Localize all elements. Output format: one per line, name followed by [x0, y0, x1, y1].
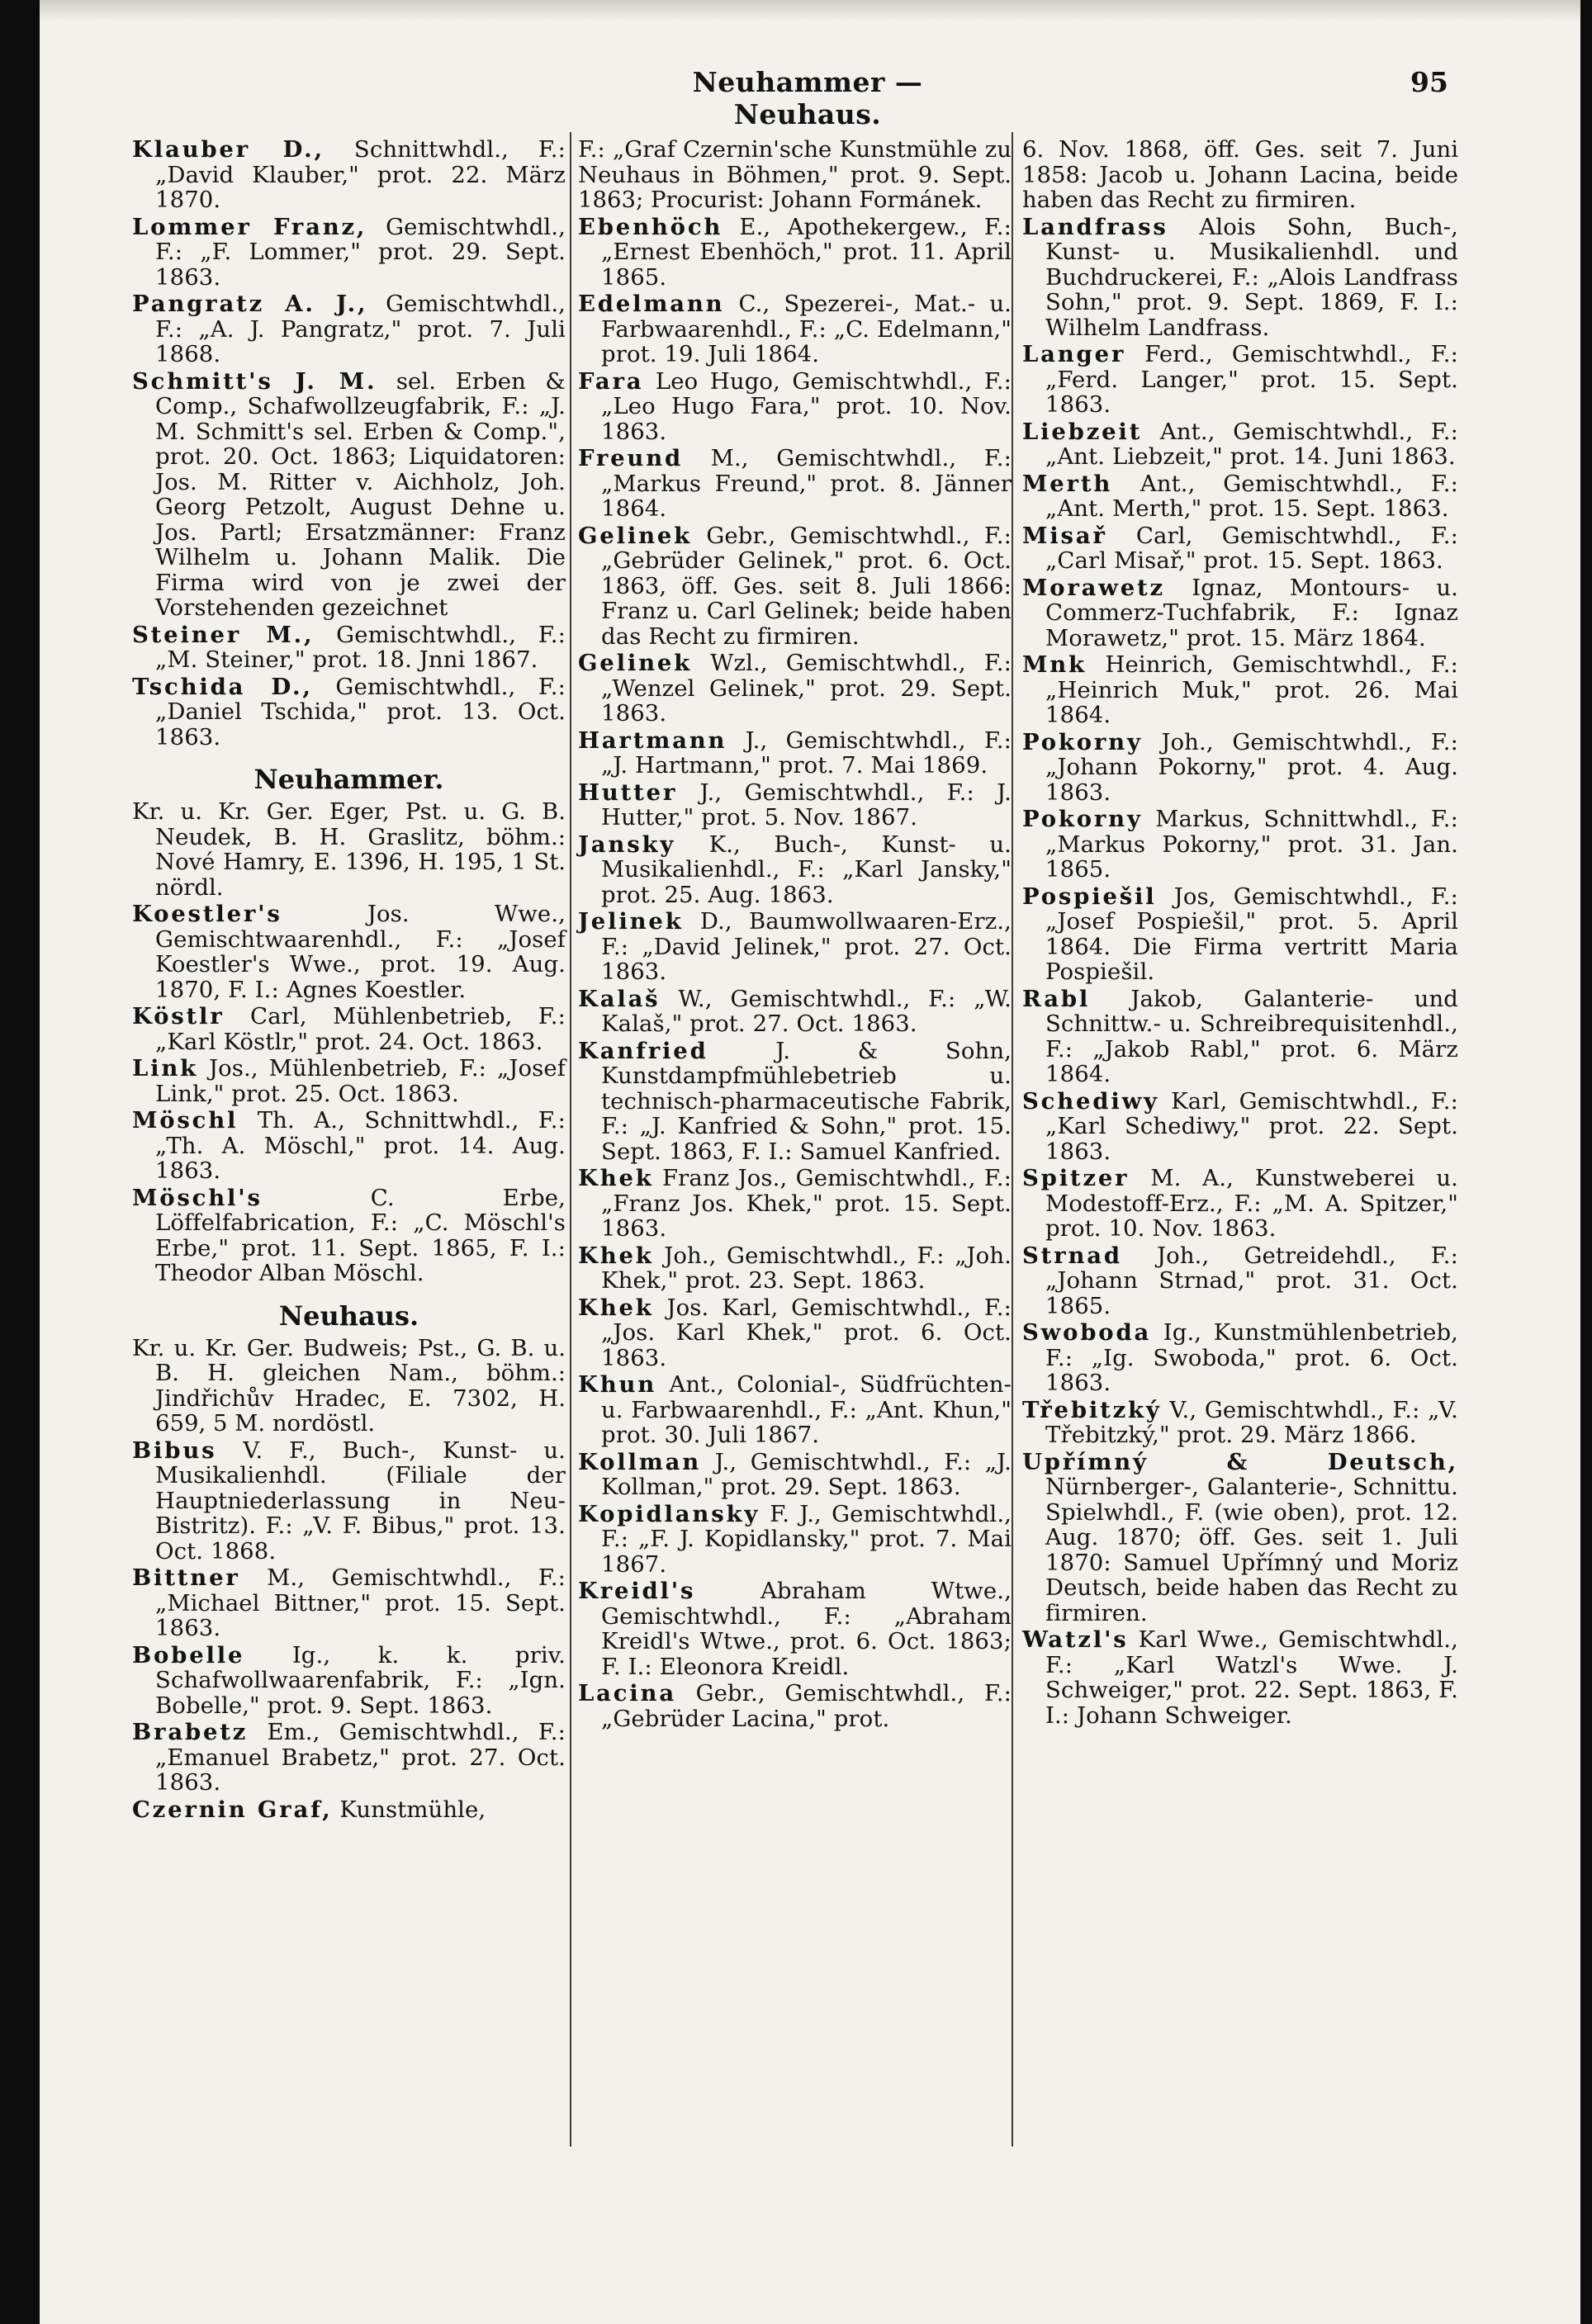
- directory-entry: [578, 1681, 1012, 1731]
- directory-entry: [578, 369, 1012, 445]
- entry-name: Lommer Franz,: [132, 213, 367, 240]
- entry-name: Gelinek: [578, 522, 693, 549]
- entry-details: D., Baumwollwaaren-Erz., F.: „David Jelinek," prot. 27. Oct. 1863.: [601, 908, 1012, 985]
- entry-name: Spitzer: [1022, 1165, 1130, 1191]
- entry-name: Freund: [578, 445, 684, 471]
- entry-name: Tschida D.,: [132, 673, 313, 700]
- entry-details: Ant., Colonial-, Südfrüchten- u. Farbwaarenhdl., F.: „Ant. Khun," prot. 30. Juli 1867.: [601, 1371, 1012, 1448]
- entry-details: Ig., k. k. priv. Schafwollwaarenfabrik, F.: „Ign. Bobelle," prot. 9. Sept. 1863.: [155, 1641, 566, 1719]
- entry-details: Karl, Gemischtwhdl., F.: „Karl Schediwy," prot. 22. Sept. 1863.: [1045, 1087, 1458, 1165]
- entry-name: Pospiešil: [1022, 883, 1157, 910]
- entry-name: Bittner: [132, 1564, 240, 1591]
- directory-entry: [132, 1056, 566, 1106]
- entry-name: Möschl: [132, 1107, 239, 1134]
- directory-entry: [1022, 884, 1458, 985]
- entry-details: J., Gemischtwhdl., F.: J. Hutter," prot. 5. Nov. 1867.: [601, 779, 1012, 831]
- entry-name: Edelmann: [578, 291, 725, 317]
- entry-details: W., Gemischtwhdl., F.: „W. Kalaš," prot. 27. Oct. 1863.: [601, 985, 1012, 1037]
- entry-details: Heinrich, Gemischtwhdl., F.: „Heinrich Muk," prot. 26. Mai 1864.: [1045, 651, 1458, 728]
- directory-entry: [1022, 1089, 1458, 1165]
- entry-name: Pokorny: [1022, 728, 1143, 755]
- running-title: Neuhammer — Neuhaus.: [692, 66, 923, 130]
- entry-details: Joh., Getreidehdl., F.: „Johann Strnad," prot. 31. Oct. 1865.: [1045, 1242, 1458, 1319]
- entry-details: Jos, Gemischtwhdl., F.: „Josef Pospiešil," prot. 5. April 1864. Die Firma vertritt Maria Pospiešil.: [1045, 883, 1458, 985]
- entry-details: Em., Gemischtwhdl., F.: „Emanuel Brabetz," prot. 27. Oct. 1863.: [155, 1719, 566, 1796]
- directory-entry: [1022, 807, 1458, 883]
- directory-entry: [132, 291, 566, 367]
- entry-details: Gemischtwhdl., F.: „M. Steiner," prot. 18. Jnni 1867.: [155, 621, 566, 673]
- entry-details: Ferd., Gemischtwhdl., F.: „Ferd. Langer," prot. 15. Sept. 1863.: [1045, 341, 1458, 418]
- directory-entry: [1022, 419, 1458, 470]
- entry-name: Landfrass: [1022, 213, 1168, 240]
- entry-name: Khek: [578, 1242, 654, 1269]
- column-rule: [1012, 132, 1013, 2147]
- entry-details: Joh., Gemischtwhdl., F.: „Joh. Khek," prot. 23. Sept. 1863.: [601, 1242, 1012, 1294]
- directory-entry: [132, 1797, 566, 1823]
- entry-name: Pangratz A. J.,: [132, 291, 368, 317]
- entry-name: Morawetz: [1022, 574, 1165, 601]
- entry-name: Strnad: [1022, 1242, 1122, 1269]
- entry-name: Fara: [578, 367, 644, 395]
- directory-entry: [1022, 1320, 1458, 1396]
- directory-entry: [1022, 652, 1458, 728]
- place-description: Kr. u. Kr. Ger. Budweis; Pst., G. B. u. B. H. gleichen Nam., böhm.: Jindřichův Hradec, E. 7302, H. 659, 5 M. nordöstl.: [132, 1334, 566, 1437]
- entry-details: Gemischtwhdl., F.: „Daniel Tschida," prot. 13. Oct. 1863.: [155, 673, 566, 750]
- directory-entry: [132, 1186, 566, 1286]
- entry-details: Nürnberger-, Galanterie-, Schnittu. Spielwhdl., F. (wie oben), prot. 12. Aug. 1870; öff. Ges. seit 1. Juli 1870: Samuel Upřímný und Moriz Deutsch, beide haben das Recht zu firmiren.: [1045, 1474, 1458, 1626]
- text-column-1: [132, 137, 566, 1824]
- directory-entry: [132, 369, 566, 621]
- directory-entry: [1022, 730, 1458, 806]
- continued-entry: F.: „Graf Czernin'sche Kunstmühle zu Neuhaus in Böhmen," prot. 9. Sept. 1863; Procurist: Johann Formánek.: [578, 136, 1012, 213]
- directory-entry: [132, 1004, 566, 1054]
- entry-details: Gemischtwhdl., F.: „A. J. Pangratz," prot. 7. Juli 1868.: [155, 291, 566, 367]
- directory-entry: [578, 215, 1012, 291]
- column-rule: [570, 132, 571, 2147]
- entry-details: M., Gemischtwhdl., F.: „Markus Freund," prot. 8. Jänner 1864.: [601, 445, 1012, 522]
- entry-details: Gemischtwhdl., F.: „F. Lommer," prot. 29. Sept. 1863.: [155, 213, 566, 291]
- directory-entry: [1022, 575, 1458, 651]
- entry-name: Klauber D.,: [132, 136, 325, 163]
- entry-details: Th. A., Schnittwhdl., F.: „Th. A. Möschl," prot. 14. Aug. 1863.: [155, 1107, 566, 1184]
- entry-name: Schmitt's J. M.: [132, 367, 377, 395]
- entry-details: E., Apothekergew., F.: „Ernest Ebenhöch," prot. 11. April 1865.: [601, 213, 1012, 291]
- entry-name: Ebenhöch: [578, 213, 723, 240]
- entry-details: Gebr., Gemischtwhdl., F.: „Gebrüder Lacina," prot.: [601, 1680, 1012, 1732]
- directory-entry: [578, 1579, 1012, 1679]
- directory-entry: [578, 1039, 1012, 1165]
- directory-entry: [578, 832, 1012, 908]
- entry-details: C., Spezerei-, Mat.- u. Farbwaarenhdl., F.: „C. Edelmann," prot. 19. Juli 1864.: [601, 291, 1012, 367]
- entry-details: Ant., Gemischtwhdl., F.: „Ant. Merth," prot. 15. Sept. 1863.: [1045, 470, 1458, 522]
- directory-entry: [132, 1108, 566, 1184]
- entry-name: Upřímný & Deutsch,: [1022, 1448, 1458, 1475]
- directory-entry: [132, 137, 566, 213]
- entry-details: Jos., Mühlenbetrieb, F.: „Josef Link," prot. 25. Oct. 1863.: [155, 1055, 566, 1107]
- directory-entry: [578, 1295, 1012, 1371]
- directory-entry: [578, 1243, 1012, 1294]
- entry-name: Kanfried: [578, 1037, 708, 1064]
- entry-details: Jos. Wwe., Gemischtwaarenhdl., F.: „Josef Koestler's Wwe., prot. 19. Aug. 1870, F. I.: Agnes Koestler.: [155, 901, 566, 1003]
- entry-details: J., Gemischtwhdl., F.: „J. Hartmann," prot. 7. Mai 1869.: [601, 727, 1012, 779]
- entry-details: Abraham Wtwe., Gemischtwhdl., F.: „Abraham Kreidl's Wtwe., prot. 6. Oct. 1863; F. I.: Eleonora Kreidl.: [601, 1578, 1012, 1680]
- directory-entry: [1022, 1450, 1458, 1626]
- entry-name: Hutter: [578, 779, 678, 806]
- entry-name: Misař: [1022, 522, 1107, 549]
- entry-details: Schnittwhdl., F.: „David Klauber," prot. 22. März 1870.: [155, 136, 566, 213]
- directory-entry: [132, 674, 566, 750]
- entry-details: M. A., Kunstweberei u. Modestoff-Erz., F.: „M. A. Spitzer," prot. 10. Nov. 1863.: [1045, 1165, 1458, 1242]
- directory-entry: [1022, 987, 1458, 1087]
- entry-name: Kollman: [578, 1448, 702, 1475]
- entry-details: Carl, Mühlenbetrieb, F.: „Karl Köstlr," prot. 24. Oct. 1863.: [155, 1003, 566, 1055]
- entry-details: Carl, Gemischtwhdl., F.: „Carl Misař," prot. 15. Sept. 1863.: [1045, 522, 1458, 574]
- directory-entry: [1022, 1243, 1458, 1319]
- entry-name: Kalaš: [578, 985, 661, 1012]
- directory-entry: [578, 1502, 1012, 1578]
- entry-name: Pokorny: [1022, 806, 1143, 832]
- text-column-2: [578, 137, 1012, 1733]
- entry-name: Třebitzký: [1022, 1396, 1162, 1423]
- entry-name: Bibus: [132, 1437, 217, 1464]
- book-page: [40, 0, 1580, 2324]
- directory-entry: [1022, 342, 1458, 418]
- entry-name: Köstlr: [132, 1003, 225, 1029]
- entry-name: Merth: [1022, 470, 1113, 497]
- directory-entry: [578, 446, 1012, 522]
- entry-name: Link: [132, 1055, 199, 1082]
- directory-entry: [132, 1643, 566, 1719]
- entry-details: M., Gemischtwhdl., F.: „Michael Bittner," prot. 15. Sept. 1863.: [155, 1564, 566, 1641]
- directory-entry: [1022, 1627, 1458, 1728]
- directory-entry: [578, 780, 1012, 831]
- directory-entry: [1022, 1398, 1458, 1448]
- directory-entry: [578, 651, 1012, 727]
- directory-entry: [132, 902, 566, 1002]
- place-description: Kr. u. Kr. Ger. Eger, Pst. u. G. B. Neudek, B. H. Graslitz, böhm.: Nové Hamry, E. 1396, H. 195, 1 St. nördl.: [132, 798, 566, 901]
- directory-entry: [1022, 471, 1458, 522]
- entry-name: Langer: [1022, 341, 1126, 367]
- entry-name: Bobelle: [132, 1641, 245, 1668]
- entry-name: Liebzeit: [1022, 418, 1143, 445]
- directory-entry: [132, 215, 566, 291]
- directory-entry: [578, 1450, 1012, 1500]
- entry-name: Hartmann: [578, 727, 727, 754]
- directory-entry: [1022, 1166, 1458, 1242]
- entry-name: Lacina: [578, 1680, 676, 1706]
- entry-details: K., Buch-, Kunst- u. Musikalienhdl., F.: „Karl Jansky," prot. 25. Aug. 1863.: [601, 831, 1012, 908]
- directory-entry: [578, 1372, 1012, 1448]
- entry-name: Jelinek: [578, 908, 684, 935]
- entry-name: Watzl's: [1022, 1626, 1129, 1653]
- entry-details: Jos. Karl, Gemischtwhdl., F.: „Jos. Karl Khek," prot. 6. Oct. 1863.: [601, 1294, 1012, 1371]
- entry-details: Ant., Gemischtwhdl., F.: „Ant. Liebzeit," prot. 14. Juni 1863.: [1045, 418, 1458, 470]
- directory-entry: [578, 728, 1012, 779]
- entry-details: Leo Hugo, Gemischtwhdl., F.: „Leo Hugo Fara," prot. 10. Nov. 1863.: [601, 367, 1012, 445]
- entry-details: F. J., Gemischtwhdl., F.: „F. J. Kopidlansky," prot. 7. Mai 1867.: [601, 1500, 1012, 1578]
- entry-details: Joh., Gemischtwhdl., F.: „Johann Pokorny," prot. 4. Aug. 1863.: [1045, 728, 1458, 806]
- entry-name: Gelinek: [578, 650, 693, 676]
- text-column-3: [1022, 137, 1458, 1730]
- entry-details: sel. Erben & Comp., Schafwollzeugfabrik, F.: „J. M. Schmitt's sel. Erben & Comp.", prot. 20. Oct. 1863; Liquidatoren: Jos. M. Ritter v. Aichholz, Joh. Georg Petzolt, August Dehne u. Jos. Partl; Ersatzmänner: Franz Wilhelm u. Johann Malik. Die Firma wird von je zwei der Vorstehenden gezeichnet: [155, 367, 566, 621]
- directory-entry: [578, 1166, 1012, 1242]
- entry-details: Franz Jos., Gemischtwhdl., F.: „Franz Jos. Khek," prot. 15. Sept. 1863.: [601, 1165, 1012, 1242]
- entry-details: Jakob, Galanterie- und Schnittw.- u. Schreibrequisitenhdl., F.: „Jakob Rabl," prot. 6. März 1864.: [1045, 985, 1458, 1087]
- entry-details: Karl Wwe., Gemischtwhdl., F.: „Karl Watzl's Wwe. J. Schweiger," prot. 22. Sept. 1863, F. I.: Johann Schweiger.: [1045, 1626, 1458, 1729]
- entry-details: Wzl., Gemischtwhdl., F.: „Wenzel Gelinek," prot. 29. Sept. 1863.: [601, 650, 1012, 727]
- directory-entry: [132, 1438, 566, 1564]
- directory-entry: [578, 909, 1012, 985]
- page-header: [40, 66, 1580, 130]
- entry-name: Khek: [578, 1294, 654, 1321]
- entry-name: Steiner M.,: [132, 621, 315, 648]
- entry-details: Markus, Schnittwhdl., F.: „Markus Pokorny," prot. 31. Jan. 1865.: [1045, 806, 1458, 883]
- directory-entry: [132, 1720, 566, 1796]
- section-heading: Neuhaus.: [278, 1299, 419, 1332]
- page-number: 95: [1410, 66, 1448, 98]
- entry-details: Kunstmühle,: [332, 1796, 486, 1823]
- entry-details: V., Gemischtwhdl., F.: „V. Třebitzký," prot. 29. März 1866.: [1045, 1396, 1458, 1448]
- entry-name: Brabetz: [132, 1719, 249, 1745]
- entry-name: Mnk: [1022, 651, 1087, 678]
- entry-name: Khun: [578, 1371, 657, 1398]
- entry-name: Koestler's: [132, 901, 282, 927]
- entry-details: Ignaz, Montours- u. Commerz-Tuchfabrik, F.: Ignaz Morawetz," prot. 15. März 1864.: [1045, 574, 1458, 651]
- directory-entry: [132, 622, 566, 673]
- entry-details: V. F., Buch-, Kunst- u. Musikalienhdl. (Filiale der Hauptniederlassung in Neu-Bistritz). F.: „V. F. Bibus," prot. 13. Oct. 1868.: [155, 1437, 566, 1564]
- entry-name: Jansky: [578, 831, 676, 858]
- directory-entry: [578, 523, 1012, 650]
- entry-details: Gebr., Gemischtwhdl., F.: „Gebrüder Gelinek," prot. 6. Oct. 1863, öff. Ges. seit 8. Juli 1866: Franz u. Carl Gelinek; beide haben das Recht zu firmiren.: [601, 522, 1012, 650]
- entry-details: Ig., Kunstmühlenbetrieb, F.: „Ig. Swoboda," prot. 6. Oct. 1863.: [1045, 1319, 1458, 1396]
- directory-entry: [578, 987, 1012, 1037]
- directory-entry: [1022, 523, 1458, 574]
- directory-entry: [1022, 215, 1458, 341]
- entry-name: Kreidl's: [578, 1578, 696, 1604]
- continued-entry: 6. Nov. 1868, öff. Ges. seit 7. Juni 1858: Jacob u. Johann Lacina, beide haben das Recht zu firmiren.: [1022, 136, 1458, 213]
- entry-name: Kopidlansky: [578, 1500, 760, 1527]
- entry-name: Rabl: [1022, 985, 1091, 1012]
- entry-name: Möschl's: [132, 1184, 263, 1211]
- entry-details: C. Erbe, Löffelfabrication, F.: „C. Möschl's Erbe," prot. 11. Sept. 1865, F. I.: Theodor Alban Möschl.: [155, 1184, 566, 1286]
- entry-details: J., Gemischtwhdl., F.: „J. Kollman," prot. 29. Sept. 1863.: [601, 1448, 1012, 1500]
- entry-name: Schediwy: [1022, 1087, 1159, 1115]
- entry-details: Alois Sohn, Buch-, Kunst- u. Musikalienhdl. und Buchdruckerei, F.: „Alois Landfrass Sohn," prot. 9. Sept. 1869, F. I.: Wilhelm Landfrass.: [1045, 213, 1458, 341]
- directory-entry: [578, 291, 1012, 367]
- entry-name: Czernin Graf,: [132, 1796, 333, 1823]
- section-heading: Neuhammer.: [253, 764, 444, 795]
- entry-name: Swoboda: [1022, 1319, 1152, 1346]
- entry-details: J. & Sohn, Kunstdampfmühlebetrieb u. technisch-pharmaceutische Fabrik, F.: „J. Kanfried & Sohn," prot. 15. Sept. 1863, F. I.: Samuel Kanfried.: [601, 1037, 1012, 1165]
- directory-entry: [132, 1565, 566, 1641]
- entry-name: Khek: [578, 1165, 654, 1191]
